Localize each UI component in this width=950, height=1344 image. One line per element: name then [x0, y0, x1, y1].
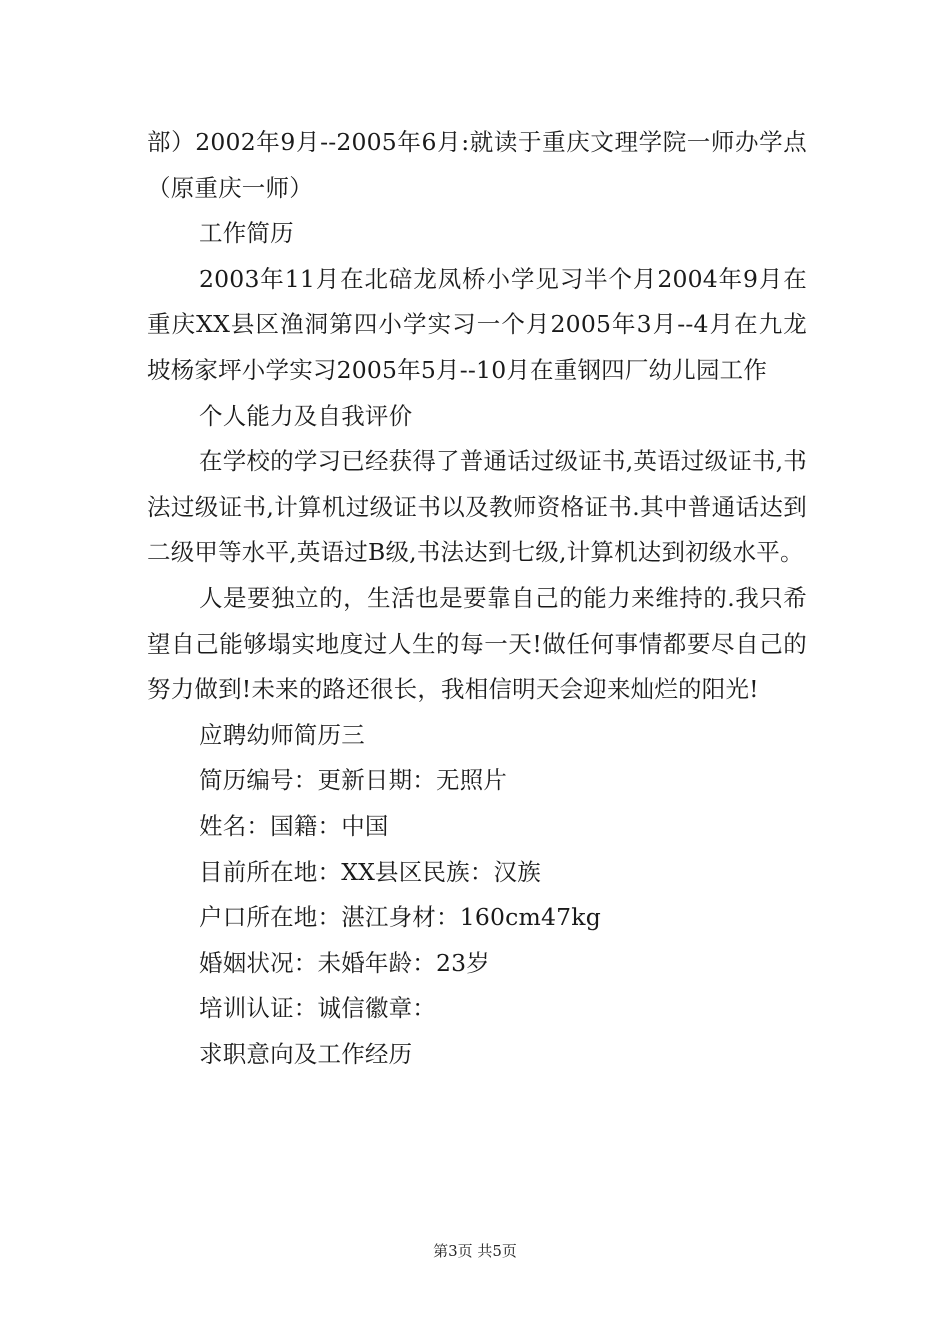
- paragraph: 在学校的学习已经获得了普通话过级证书,英语过级证书,书法过级证书,计算机过级证书以及教师资格证书.其中普通话达到二级甲等水平,英语过B级,书法达到七级,计算机达到初级水平。: [147, 447, 807, 567]
- paragraph: 2003年11月在北碚龙凤桥小学见习半个月2004年9月在重庆XX县区渔洞第四小学实习一个月2005年3月--4月在九龙坡杨家坪小学实习2005年5月--10月在重钢四厂幼儿园工作: [147, 264, 807, 384]
- paragraph: 人是要独立的，生活也是要靠自己的能力来维持的.我只希望自己能够塌实地度过人生的每一天!做任何事情都要尽自己的努力做到!未来的路还很长，我相信明天会迎来灿烂的阳光!: [147, 583, 807, 704]
- section-heading-self-evaluation: 个人能力及自我评价: [199, 401, 413, 430]
- field-line: 姓名：国籍：中国: [199, 811, 389, 840]
- field-line: 培训认证：诚信徽章：: [199, 994, 436, 1023]
- field-line: 户口所在地：湛江身材：160cm47kg: [199, 903, 601, 932]
- field-line: 目前所在地：XX县区民族：汉族: [199, 857, 541, 886]
- document-body: [147, 120, 807, 1077]
- section-heading-resume-three: 应聘幼师简历三: [199, 720, 365, 749]
- field-line: 婚姻状况：未婚年龄：23岁: [199, 948, 491, 977]
- section-heading-work-history: 工作简历: [199, 219, 294, 248]
- field-line: 简历编号：更新日期：无照片: [199, 766, 508, 795]
- section-heading-job-intention: 求职意向及工作经历: [199, 1039, 413, 1068]
- paragraph: 部）2002年9月--2005年6月:就读于重庆文理学院一师办学点（原重庆一师）: [147, 128, 807, 202]
- page-number-footer: 第3页 共5页: [433, 1242, 517, 1260]
